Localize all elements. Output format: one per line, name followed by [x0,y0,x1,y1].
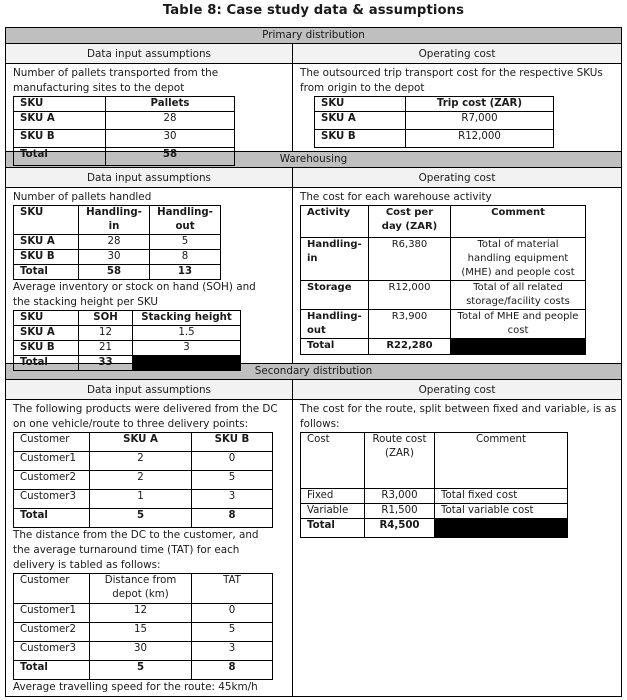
table-row [14,112,235,130]
speed-note: Average travelling speed for the route: 45km/h [13,681,258,693]
warehousing-section [6,168,621,368]
cell: Customer2 [14,471,90,490]
cell: 15 [90,623,192,642]
cell: 58 [79,265,150,280]
table-row [301,339,586,355]
header-cell: Handling-out [150,206,221,235]
table-row [14,452,273,471]
primary-right-column [293,44,621,151]
blacked-out-cell [451,339,586,355]
cell: Total fixed cost [435,489,568,504]
blacked-out-cell [133,356,241,371]
header-cell: Handling-in [79,206,150,235]
header-cell: Comment [451,206,586,238]
header-cell: TAT [192,574,273,604]
table-row [14,148,235,166]
column-header: Operating cost [293,380,621,400]
header-cell: Customer [14,574,90,604]
table-row [14,326,241,341]
description: The distance from the DC to the customer, and the average turnaround time (TAT) for each delivery is tabled as follows: [13,529,259,571]
cell: Total of MHE and people cost [451,310,586,339]
cell: Total [14,356,79,371]
warehousing-right-column [293,168,621,363]
secondary-section [6,380,621,697]
cell: Fixed [301,489,365,504]
warehouse-cost-table [300,205,586,355]
cell: 2 [90,471,192,490]
table-row [301,519,568,538]
soh-table [13,310,241,371]
cell: 5 [192,471,273,490]
cell: R12,000 [369,281,451,310]
description: The cost for the route, split between fixed and variable, is as follows: [300,403,617,430]
cell: 8 [192,509,273,528]
header-cell: SKU [315,97,406,112]
cell: 3 [192,642,273,661]
cell: SKU B [315,130,406,148]
header-cell: Comment [435,433,568,489]
table-header-row [14,206,221,235]
section-band-warehousing: Warehousing [6,152,621,168]
table-header-row [14,311,241,326]
cell: Storage [301,281,369,310]
table-row [14,490,273,509]
cell: Total variable cost [435,504,568,519]
cell: 21 [79,341,133,356]
cell: R1,500 [365,504,435,519]
header-cell: SOH [79,311,133,326]
pallets-table [13,96,235,166]
table-row [14,509,273,528]
column-header: Data input assumptions [6,380,292,400]
cell: Total [14,509,90,528]
header-cell: Stacking height [133,311,241,326]
header-cell: Route cost (ZAR) [365,433,435,489]
cell: Handling-out [301,310,369,339]
table-header-row [14,574,273,604]
cell: 30 [79,250,150,265]
header-cell: SKU B [192,433,273,452]
header-cell: SKU [14,97,106,112]
header-cell: SKU [14,311,79,326]
cell: SKU B [14,250,79,265]
table-row [14,265,221,280]
cell: R3,900 [369,310,451,339]
description: Number of pallets handled [13,191,152,203]
cell: SKU B [14,341,79,356]
table-row [301,310,586,339]
cell: 8 [192,661,273,680]
cell: Variable [301,504,365,519]
cell: 30 [90,642,192,661]
table-row [301,238,586,281]
table-header-row [315,97,554,112]
table-caption: Table 8: Case study data & assumptions [162,3,465,18]
cell: SKU A [14,326,79,341]
cell: SKU B [14,130,106,148]
table-row [14,623,273,642]
cell: Customer1 [14,452,90,471]
blacked-out-cell [435,519,568,538]
pallets-handled-table [13,205,221,280]
table-header-row [301,433,568,489]
header-cell: Trip cost (ZAR) [406,97,554,112]
route-cost-table [300,432,568,538]
cell: 1 [90,490,192,509]
cell: Customer2 [14,623,90,642]
table-row [301,489,568,504]
cell: Total [301,519,365,538]
column-header: Operating cost [293,44,621,64]
cell: R4,500 [365,519,435,538]
cell: 12 [79,326,133,341]
cell: Total [14,148,106,166]
table-header-row [14,433,273,452]
cell: 58 [106,148,235,166]
header-cell: Cost per day (ZAR) [369,206,451,238]
cell: 1.5 [133,326,241,341]
table-row [14,471,273,490]
cell: 5 [90,661,192,680]
cell: 3 [133,341,241,356]
table-row [14,341,241,356]
header-cell: SKU A [90,433,192,452]
table-row [14,661,273,680]
cell: R12,000 [406,130,554,148]
cell: 0 [192,604,273,623]
cell: R6,380 [369,238,451,281]
cell: SKU A [14,235,79,250]
section-band-secondary: Secondary distribution [6,364,621,380]
table-row [14,235,221,250]
table-row [14,642,273,661]
cell: SKU A [14,112,106,130]
trip-cost-table [314,96,554,148]
cell: 8 [150,250,221,265]
cell: 30 [106,130,235,148]
header-cell: Distance from depot (km) [90,574,192,604]
cell: 5 [150,235,221,250]
cell: R7,000 [406,112,554,130]
section-band-primary: Primary distribution [6,28,621,44]
distance-tat-table [13,573,273,680]
cell: Customer3 [14,642,90,661]
table-row [14,604,273,623]
cell: Total of all related storage/facility costs [451,281,586,310]
table-header-row [301,206,586,238]
header-cell: Cost [301,433,365,489]
cell: 5 [90,509,192,528]
header-cell: Customer [14,433,90,452]
header-cell: SKU [14,206,79,235]
header-cell: Pallets [106,97,235,112]
secondary-left-column [6,380,293,696]
description: The cost for each warehouse activity [300,191,492,203]
cell: Total of material handling equipment (MHE) and people cost [451,238,586,281]
cell: 0 [192,452,273,471]
cell: Total [14,265,79,280]
table-row [14,356,241,371]
cell: Total [14,661,90,680]
table-row [315,130,554,148]
cell: 33 [79,356,133,371]
header-cell: Activity [301,206,369,238]
secondary-right-column [293,380,621,696]
cell: SKU A [315,112,406,130]
description: Number of pallets transported from the manufacturing sites to the depot [13,67,219,94]
table-row [14,250,221,265]
cell: 2 [90,452,192,471]
table-row [301,281,586,310]
case-study-table [5,27,622,697]
table-row [14,130,235,148]
cell: R3,000 [365,489,435,504]
column-header: Data input assumptions [6,168,292,188]
cell: 28 [79,235,150,250]
description: The following products were delivered from the DC on one vehicle/route to three delivery points: [13,403,278,430]
cell: 28 [106,112,235,130]
table-row [315,112,554,130]
cell: Total [301,339,369,355]
column-header: Operating cost [293,168,621,188]
warehousing-left-column [6,168,293,368]
cell: Customer1 [14,604,90,623]
column-header: Data input assumptions [6,44,292,64]
primary-left-column [6,44,293,160]
table-row [301,504,568,519]
cell: R22,280 [369,339,451,355]
cell: 5 [192,623,273,642]
cell: Handling-in [301,238,369,281]
deliveries-table [13,432,273,528]
cell: 13 [150,265,221,280]
table-header-row [14,97,235,112]
description: Average inventory or stock on hand (SOH) and the stacking height per SKU [13,281,256,308]
cell: 12 [90,604,192,623]
description: The outsourced trip transport cost for the respective SKUs from origin to the depot [300,67,603,94]
cell: 3 [192,490,273,509]
cell: Customer3 [14,490,90,509]
